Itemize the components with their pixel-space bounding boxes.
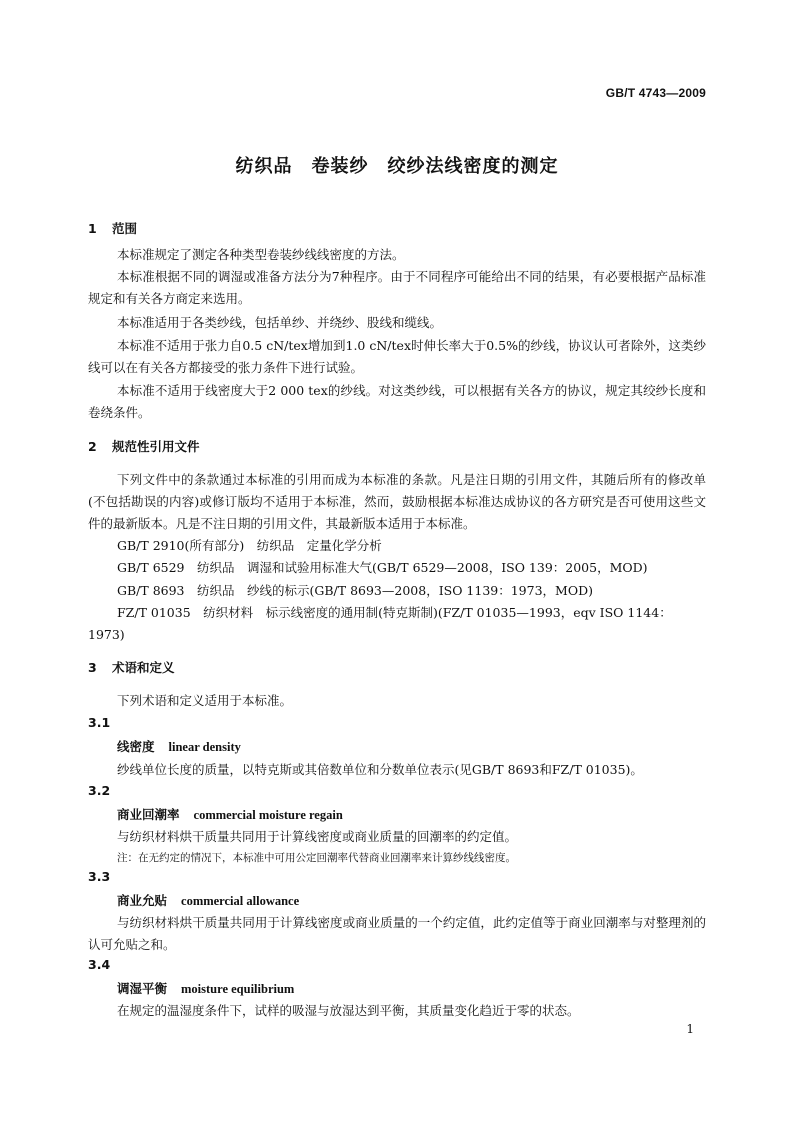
paragraph: 下列术语和定义适用于本标准。 — [117, 693, 293, 708]
section-2-heading — [88, 437, 200, 455]
term-en: commercial allowance — [181, 894, 300, 908]
section-title: 规范性引用文件 — [112, 439, 200, 454]
standard-code: GB/T 4743—2009 — [605, 86, 706, 100]
section-number: 2 — [88, 439, 97, 454]
paragraph: 本标准不适用于张力自0.5 cN/tex增加到1.0 cN/tex时伸长率大于0.5%的纱线，协议认可者除外，这类纱线可以在有关各方都接受的张力条件下进行试验。 — [88, 338, 706, 375]
section-3-heading — [88, 658, 175, 676]
reference-item: FZ/T 01035 纺织材料 标示线密度的通用制(特克斯制)(FZ/T 01035—1993，eqv ISO 1144：1973) — [88, 605, 672, 642]
term-note: 注：在无约定的情况下，本标准中可用公定回潮率代替商业回潮率来计算纱线线密度。 — [117, 852, 516, 864]
page-number: 1 — [686, 1022, 694, 1036]
paragraph: 本标准规定了测定各种类型卷装纱线线密度的方法。 — [117, 247, 405, 262]
term-zh: 商业允贴 — [117, 893, 168, 908]
term-entry — [117, 737, 241, 755]
reference-item: GB/T 2910(所有部分) 纺织品 定量化学分析 — [117, 538, 382, 553]
page-title: 纺织品 卷装纱 绞纱法线密度的测定 — [235, 156, 559, 177]
term-definition: 与纺织材料烘干质量共同用于计算线密度或商业质量的回潮率的约定值。 — [117, 829, 518, 844]
term-zh: 商业回潮率 — [117, 807, 180, 822]
paragraph: 下列文件中的条款通过本标准的引用而成为本标准的条款。凡是注日期的引用文件，其随后所有的修改单(不包括勘误的内容)或修订版均不适用于本标准，然而，鼓励根据本标准达成协议的各方研究是否可使用这些文件的最新版本。凡是不注日期的引用文件，其最新版本适用于本标准。 — [88, 472, 706, 531]
reference-item: GB/T 8693 纺织品 纱线的标示(GB/T 8693—2008，ISO 1139：1973，MOD) — [117, 583, 593, 598]
section-title: 术语和定义 — [112, 660, 175, 675]
clause-number: 3.3 — [88, 869, 111, 884]
clause-number: 3.1 — [88, 715, 111, 730]
paragraph: 本标准根据不同的调湿或准备方法分为7种程序。由于不同程序可能给出不同的结果，有必要根据产品标准规定和有关各方商定来选用。 — [88, 269, 706, 306]
paragraph: 本标准不适用于线密度大于2 000 tex的纱线。对这类纱线，可以根据有关各方的协议，规定其绞纱长度和卷绕条件。 — [88, 383, 706, 420]
term-en: moisture equilibrium — [181, 982, 295, 996]
clause-number: 3.4 — [88, 957, 111, 972]
reference-item: GB/T 6529 纺织品 调湿和试验用标准大气(GB/T 6529—2008，ISO 139：2005，MOD) — [117, 560, 648, 575]
term-en: linear density — [168, 740, 241, 754]
term-definition: 纱线单位长度的质量，以特克斯或其倍数单位和分数单位表示(见GB/T 8693和FZ/T 01035)。 — [117, 762, 643, 777]
clause-number: 3.2 — [88, 783, 111, 798]
term-entry — [117, 979, 294, 997]
term-entry — [117, 891, 299, 909]
term-entry — [117, 805, 343, 823]
term-zh: 线密度 — [117, 739, 155, 754]
paragraph: 本标准适用于各类纱线，包括单纱、并绕纱、股线和缆线。 — [117, 315, 443, 330]
section-number: 1 — [88, 221, 97, 236]
term-definition: 与纺织材料烘干质量共同用于计算线密度或商业质量的一个约定值，此约定值等于商业回潮率与对整理剂的认可允贴之和。 — [88, 915, 706, 952]
section-1-heading — [88, 219, 137, 237]
term-definition: 在规定的温湿度条件下，试样的吸湿与放湿达到平衡，其质量变化趋近于零的状态。 — [117, 1003, 580, 1018]
section-title: 范围 — [112, 221, 138, 236]
term-zh: 调湿平衡 — [117, 981, 168, 996]
section-number: 3 — [88, 660, 97, 675]
term-en: commercial moisture regain — [193, 808, 343, 822]
